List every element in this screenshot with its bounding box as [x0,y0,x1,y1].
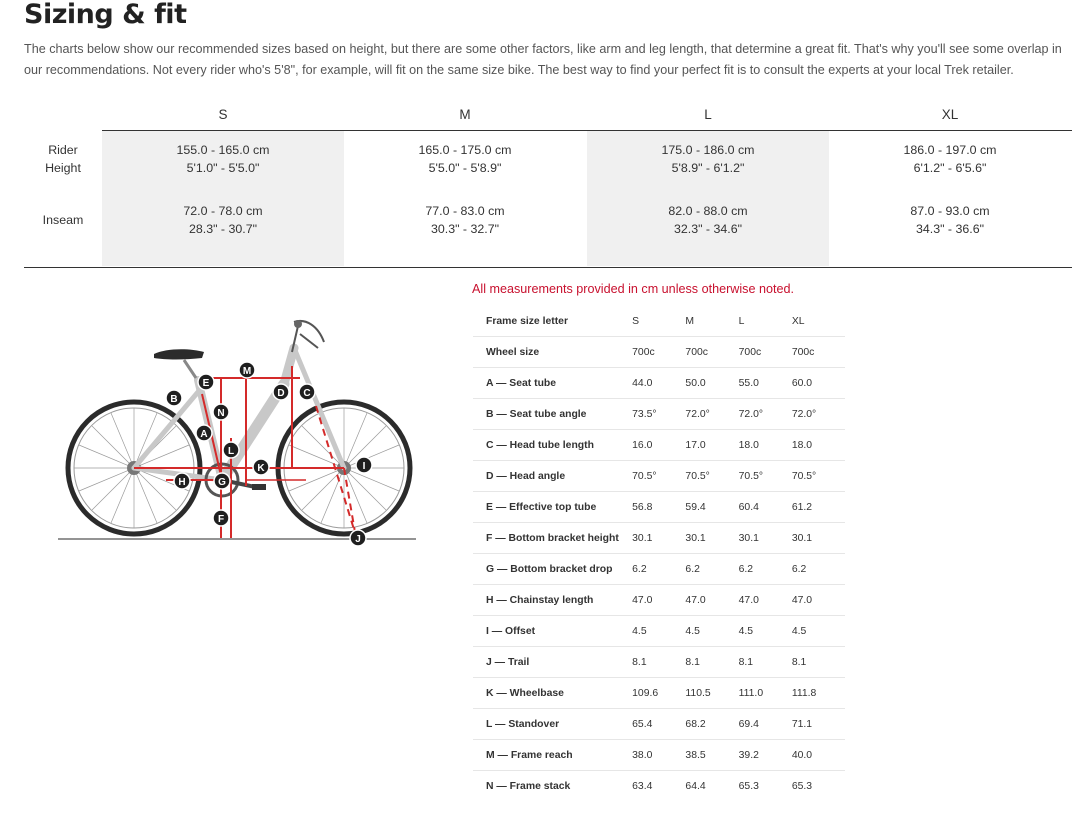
table-row [473,430,845,461]
table-cell: 40.0 [792,740,845,771]
table-cell: 111.8 [792,678,845,709]
marker-c [299,384,315,400]
table-cell: 111.0 [739,678,792,709]
table-cell: 8.1 [792,647,845,678]
svg-text:M: M [242,366,252,377]
table-row [473,492,845,523]
table-cell: 44.0 [632,368,685,399]
table-cell: 700c [792,337,845,368]
row-label: Frame size letter [473,306,632,337]
table-row [473,399,845,430]
height-cell-m [344,141,586,177]
table-cell: 30.1 [739,523,792,554]
cell-cm: 72.0 - 78.0 cm [183,204,263,218]
table-cell: 70.5° [685,461,738,492]
table-row [473,554,845,585]
table-row [473,771,845,802]
table-cell: 50.0 [685,368,738,399]
table-cell: 110.5 [685,678,738,709]
row-label: L — Standover [473,709,632,740]
row-label: Wheel size [473,337,632,368]
header-size-xl: XL [792,306,845,337]
table-cell: 70.5° [739,461,792,492]
table-cell: 47.0 [739,585,792,616]
table-cell: 73.5° [632,399,685,430]
table-cell: 109.6 [632,678,685,709]
header-size-m: M [685,306,738,337]
row-label: N — Frame stack [486,780,571,792]
table-cell: 6.2 [792,554,845,585]
marker-m [239,362,255,378]
geometry-table [473,306,845,801]
table-cell: 38.0 [632,740,685,771]
svg-text:A: A [200,429,208,440]
table-cell: 47.0 [792,585,845,616]
table-cell: 63.4 [632,780,653,792]
inseam-cell-l [587,202,829,238]
table-cell: 68.2 [685,709,738,740]
size-header-m: M [459,107,471,122]
cell-in: 28.3" - 30.7" [188,222,258,236]
table-cell: 56.8 [632,492,685,523]
svg-text:D: D [277,388,285,399]
row-label: H — Chainstay length [473,585,632,616]
table-row [473,740,845,771]
marker-h [174,473,190,489]
cell-in: 5'8.9" - 6'1.2" [671,161,745,175]
height-cell-xl [829,141,1071,177]
row-label: E — Effective top tube [473,492,632,523]
table-cell: 8.1 [632,647,685,678]
row-label: G — Bottom bracket drop [473,554,632,585]
table-cell: 6.2 [685,554,738,585]
table-cell: 8.1 [739,647,792,678]
inseam-cell-m [344,202,586,238]
table-cell: 30.1 [792,523,845,554]
table-cell: 65.4 [632,709,685,740]
table-cell: 16.0 [632,430,685,461]
svg-text:J: J [355,534,361,545]
table-cell: 64.4 [685,780,706,792]
marker-f [213,510,229,526]
marker-d [273,384,289,400]
row-label: I — Offset [473,616,632,647]
inseam-cell-s [102,202,344,238]
table-cell: 47.0 [685,585,738,616]
marker-l [223,442,239,458]
height-cell-l [587,141,829,177]
row-label: D — Head angle [473,461,632,492]
size-header-l: L [704,107,712,122]
svg-text:I: I [362,461,366,472]
table-cell: 39.2 [739,740,792,771]
row-label: M — Frame reach [473,740,632,771]
marker-e [198,374,214,390]
cell-cm: 77.0 - 83.0 cm [425,204,505,218]
page-title: Sizing & fit [24,0,187,30]
svg-text:K: K [257,463,265,474]
table-header-row [473,306,845,337]
cell-cm: 82.0 - 88.0 cm [668,204,748,218]
table-cell: 30.1 [685,523,738,554]
row-label-line: Height [45,161,81,175]
table-cell: 71.1 [792,709,845,740]
table-cell: 4.5 [685,616,738,647]
table-cell: 4.5 [739,616,792,647]
marker-g [214,473,230,489]
table-row [473,709,845,740]
table-cell: 60.4 [739,492,792,523]
table-row [473,368,845,399]
svg-text:B: B [170,394,178,405]
row-label-line: Rider [48,143,78,157]
table-cell: 700c [685,337,738,368]
size-chart [24,100,1072,268]
cell-in: 5'1.0" - 5'5.0" [186,161,260,175]
table-cell: 65.3 [791,780,813,792]
header-size-s: S [632,306,685,337]
row-label-rider-height [24,141,102,177]
table-cell: 4.5 [632,616,685,647]
table-cell: 47.0 [632,585,685,616]
cell-cm: 175.0 - 186.0 cm [661,143,755,157]
table-cell: 38.5 [685,740,738,771]
table-cell: 55.0 [739,368,792,399]
cell-in: 32.3" - 34.6" [673,222,743,236]
table-cell: 65.3 [738,780,759,792]
table-cell: 72.0° [685,399,738,430]
row-label: C — Head tube length [473,430,632,461]
table-row [473,585,845,616]
cell-in: 30.3" - 32.7" [430,222,500,236]
intro-text: The charts below show our recommended sizes based on height, but there are some other factors, like arm and leg length, that determine a great fit. That's why you'll see some overlap in our recommendations. Not every rider who's 5'8", for example, will fit on the same size bike. The best way to find your perfect fit is to consult the experts at your local Trek retailer. [24,42,1062,77]
row-label-inseam: Inseam [42,213,84,227]
marker-k [253,459,269,475]
cell-cm: 186.0 - 197.0 cm [903,143,997,157]
table-cell: 700c [739,337,792,368]
table-row [473,616,845,647]
table-cell: 4.5 [792,616,845,647]
table-cell: 700c [632,337,685,368]
row-label: B — Seat tube angle [473,399,632,430]
svg-text:E: E [202,378,210,389]
table-row [473,647,845,678]
table-cell: 17.0 [685,430,738,461]
table-cell: 6.2 [632,554,685,585]
row-label: K — Wheelbase [473,678,632,709]
table-cell: 72.0° [739,399,792,430]
svg-text:L: L [227,446,235,457]
cell-in: 5'5.0" - 5'8.9" [428,161,502,175]
table-cell: 6.2 [739,554,792,585]
table-cell: 72.0° [792,399,845,430]
table-cell: 69.4 [739,709,792,740]
cell-in: 34.3" - 36.6" [915,222,985,236]
marker-a [196,425,212,441]
table-row [473,337,845,368]
row-label: F — Bottom bracket height [473,523,632,554]
cell-cm: 165.0 - 175.0 cm [418,143,512,157]
svg-text:G: G [218,477,226,488]
table-cell: 61.2 [792,492,845,523]
size-header-xl: XL [941,107,959,122]
bike-geometry-diagram [56,312,420,548]
table-cell: 18.0 [792,430,845,461]
svg-text:N: N [217,408,225,419]
table-row [473,523,845,554]
table-cell: 18.0 [739,430,792,461]
header-size-l: L [739,306,792,337]
cell-in: 6'1.2" - 6'5.6" [913,161,987,175]
table-cell: 59.4 [685,492,738,523]
svg-text:H: H [178,477,186,488]
size-header-s: S [218,107,228,122]
table-cell: 60.0 [792,368,845,399]
table-row [473,678,845,709]
inseam-cell-xl [829,202,1071,238]
table-cell: 30.1 [632,523,685,554]
cell-cm: 87.0 - 93.0 cm [910,204,990,218]
marker-n [213,404,229,420]
table-row [473,461,845,492]
marker-b [166,390,182,406]
marker-j [350,530,366,546]
cell-cm: 155.0 - 165.0 cm [176,143,270,157]
measurement-lines [134,366,356,538]
saddle [154,349,204,378]
row-label: A — Seat tube [473,368,632,399]
table-cell: 70.5° [632,461,685,492]
height-cell-s [102,141,344,177]
marker-i [356,457,372,473]
row-label: J — Trail [473,647,632,678]
table-cell: 8.1 [685,647,738,678]
measurement-note: All measurements provided in cm unless otherwise noted. [472,282,794,296]
table-cell: 70.5° [792,461,845,492]
size-chart-header-rule [102,130,1072,131]
svg-text:C: C [303,388,311,399]
svg-text:F: F [217,514,225,525]
